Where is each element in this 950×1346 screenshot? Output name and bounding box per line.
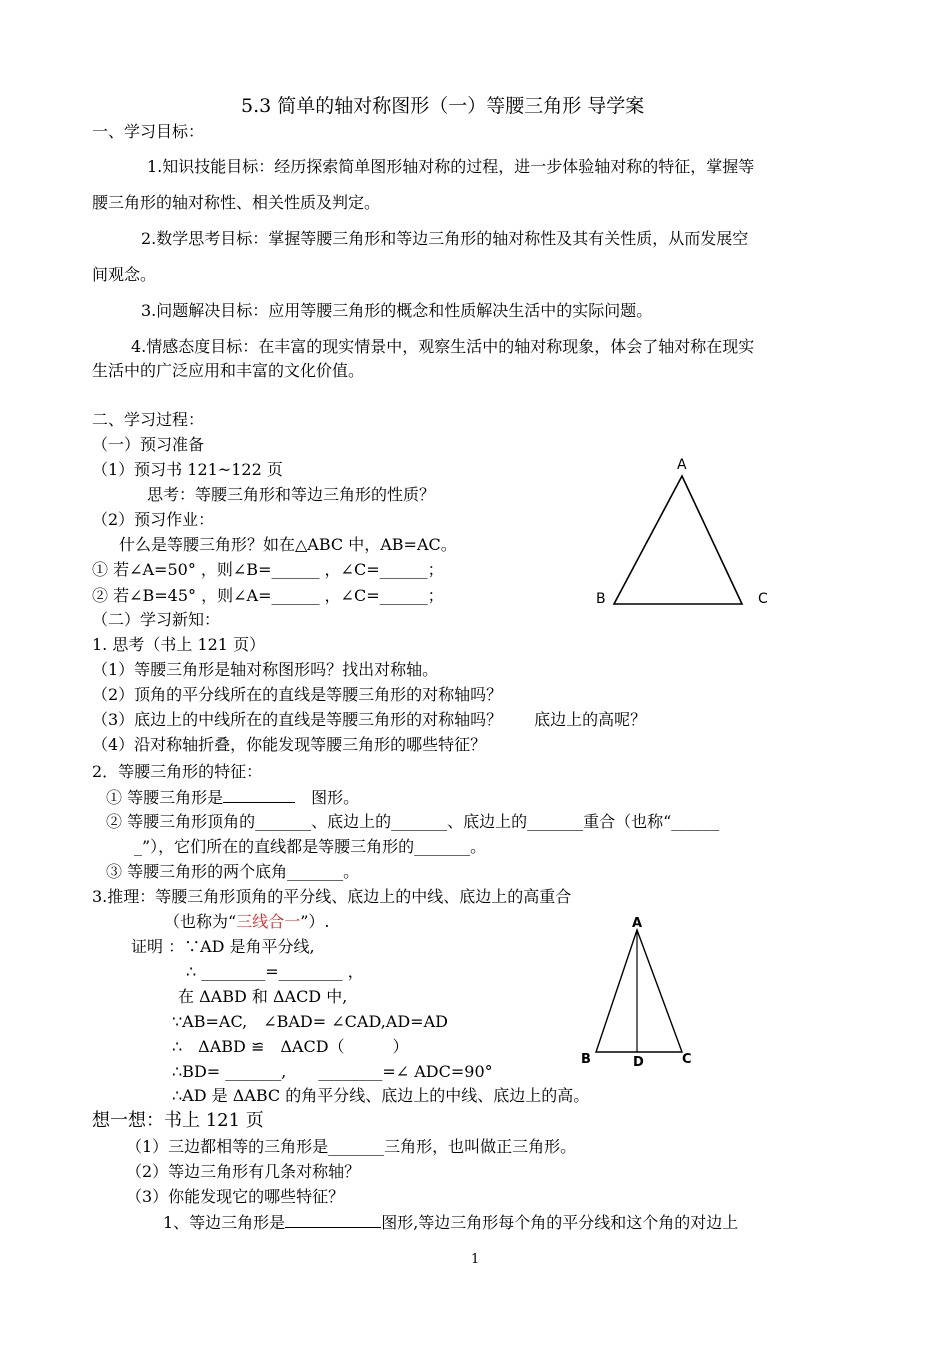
vertex-label-a: A (677, 457, 687, 473)
goal-2-line-1: 2.数学思考目标：掌握等腰三角形和等边三角形的轴对称性及其有关性质，从而发展空 (141, 229, 749, 248)
preview-homework: （2）预习作业： (92, 510, 215, 529)
feature-3: ③ 等腰三角形的两个底角_______。 (106, 862, 360, 881)
triangle-abc (614, 476, 742, 604)
exercise-2: ② 若∠B=45° ，则∠A=______ ，∠C=______； (92, 586, 444, 605)
answer-blank[interactable] (285, 1212, 381, 1228)
preview-heading: （一）预习准备 (92, 435, 205, 454)
preview-reading: （1）预习书 121~122 页 (92, 460, 283, 479)
goal-2-line-2: 间观念。 (92, 265, 157, 284)
reasoning-subtitle-prefix: （也称为“ (164, 912, 237, 931)
equilateral-question-1: （1）三边都相等的三角形是_______三角形，也叫做正三角形。 (126, 1137, 577, 1156)
proof-line-1: 证明 ：∵AD 是角平分线, (131, 937, 315, 956)
feature-2-line-2: _”），它们所在的直线都是等腰三角形的_______。 (134, 837, 487, 856)
think-about-heading: 想一想：书上 121 页 (92, 1110, 264, 1131)
three-lines-in-one: 三线合一 (236, 912, 301, 931)
think-heading: 1. 思考（书上 121 页） (92, 635, 266, 654)
vertex-label-d: D (633, 1055, 644, 1070)
equilateral-question-3: （3）你能发现它的哪些特征？ (126, 1187, 345, 1206)
equilateral-feature-1-prefix: 1、等边三角形是 (163, 1213, 286, 1232)
goal-4-line-1: 4.情感态度目标：在丰富的现实情景中，观察生活中的轴对称现象，体会了轴对称在现实 (131, 337, 755, 356)
features-heading: 2．等腰三角形的特征： (92, 762, 263, 781)
proof-line-5: ∴ ΔABD ≌ ΔACD（ ） (172, 1037, 409, 1056)
new-knowledge-heading: （二）学习新知： (92, 610, 221, 629)
page-title: 5.3 简单的轴对称图形（一）等腰三角形 导学案 (241, 95, 645, 117)
reasoning-subtitle (164, 912, 329, 932)
answer-blank[interactable] (223, 787, 295, 803)
vertex-label-a: A (632, 916, 643, 931)
proof-line-4: ∵AB=AC, ∠BAD= ∠CAD,AD=AD (172, 1012, 448, 1031)
vertex-label-b: B (581, 1052, 591, 1067)
equilateral-feature-1-suffix: 图形,等边三角形每个角的平分线和这个角的对边上 (381, 1213, 739, 1232)
think-question-3: （3）底边上的中线所在的直线是等腰三角形的对称轴吗？ 底边上的高呢？ (92, 710, 647, 729)
equilateral-feature-1 (163, 1212, 738, 1233)
proof-line-6: ∴BD= _______, ________=∠ ADC=90° (172, 1062, 493, 1081)
equilateral-question-2: （2）等边三角形有几条对称轴？ (126, 1162, 361, 1181)
feature-1-text: ① 等腰三角形是 (106, 788, 224, 807)
vertex-label-b: B (596, 591, 606, 607)
think-question-2: （2）顶角的平分线所在的直线是等腰三角形的对称轴吗？ (92, 685, 503, 704)
proof-conclusion: ∴AD 是 ΔABC 的角平分线、底边上的中线、底边上的高。 (172, 1086, 590, 1105)
goal-1-line-2: 腰三角形的轴对称性、相关性质及判定。 (92, 193, 381, 212)
feature-1-suffix: 图形。 (311, 788, 360, 807)
preview-think: 思考：等腰三角形和等边三角形的性质？ (147, 485, 436, 504)
proof-line-3: 在 ΔABD 和 ΔACD 中, (178, 987, 348, 1006)
goal-1-line-1: 1.知识技能目标：经历探索简单图形轴对称的过程，进一步体验轴对称的特征，掌握等 (147, 157, 755, 176)
goal-4-line-2: 生活中的广泛应用和丰富的文化价值。 (92, 361, 365, 380)
reasoning-subtitle-suffix: ”）. (300, 912, 330, 931)
section-heading-process: 二、学习过程： (92, 410, 205, 429)
reasoning-heading: 3.推理：等腰三角形顶角的平分线、底边上的中线、底边上的高重合 (92, 887, 572, 906)
think-question-1: （1）等腰三角形是轴对称图形吗？找出对称轴。 (92, 660, 439, 679)
vertex-label-c: C (758, 591, 768, 607)
feature-1 (106, 787, 359, 808)
triangle-abc-with-height (596, 930, 682, 1052)
goal-3: 3.问题解决目标：应用等腰三角形的概念和性质解决生活中的实际问题。 (141, 301, 653, 320)
exercise-1: ① 若∠A=50° ，则∠B=______ ，∠C=______； (92, 560, 444, 579)
vertex-label-c: C (682, 1052, 692, 1067)
page-number: 1 (471, 1252, 480, 1267)
triangle-abc-figure (590, 452, 780, 612)
feature-2-line-1: ② 等腰三角形顶角的_______、底边上的_______、底边上的_______重合（也称“______ (106, 812, 720, 831)
think-question-4: （4）沿对称轴折叠，你能发现等腰三角形的哪些特征？ (92, 735, 487, 754)
preview-question: 什么是等腰三角形？如在△ABC 中，AB=AC。 (119, 535, 457, 554)
triangle-abd-figure (578, 912, 703, 1072)
section-heading-goals: 一、学习目标： (92, 122, 205, 141)
proof-line-2: ∴ ________=________ ， (186, 962, 364, 981)
